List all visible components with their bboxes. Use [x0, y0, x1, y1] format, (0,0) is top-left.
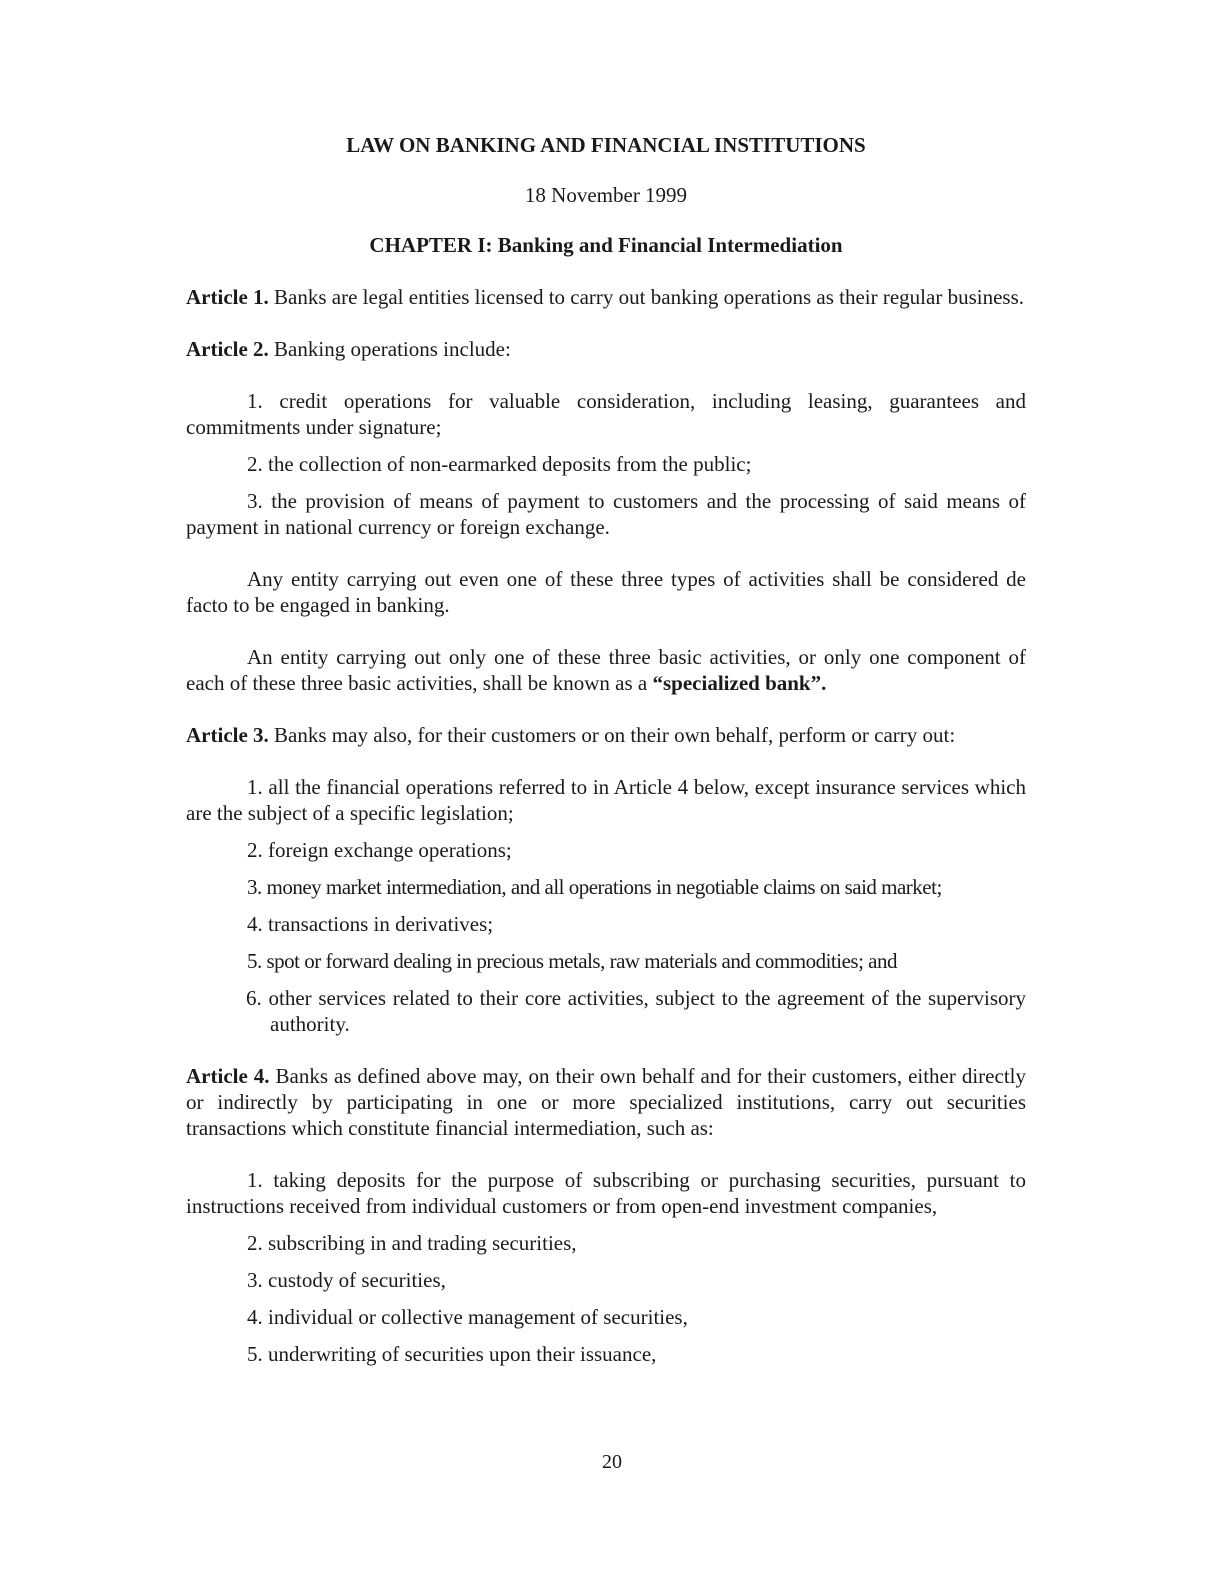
article-3-label: Article 3. — [186, 723, 269, 747]
page-number: 20 — [602, 1451, 622, 1473]
article-2-label: Article 2. — [186, 337, 269, 361]
article-2-item-2: 2. the collection of non-earmarked deposits from the public; — [247, 452, 752, 476]
article-4-item-2: 2. subscribing in and trading securities, — [247, 1231, 577, 1255]
article-2-paragraph-2-text: An entity carrying out only one of these three basic activities, or only one component of each of these three basic activities, shall be known as a — [186, 645, 1026, 695]
article-2-paragraph-1: Any entity carrying out even one of these three types of activities shall be considered de facto to be engaged in banking. — [186, 567, 1026, 617]
article-1 — [186, 284, 1026, 310]
article-3-item-5: 5. spot or forward dealing in precious metals, raw materials and commodities; and — [247, 949, 897, 973]
article-2-item-3: 3. the provision of means of payment to customers and the processing of said means of payment in national currency or foreign exchange. — [186, 489, 1026, 539]
article-3-item-1: 1. all the financial operations referred to in Article 4 below, except insurance services which are the subject of a specific legislation; — [186, 775, 1026, 825]
article-4-label: Article 4. — [186, 1064, 270, 1088]
article-4 — [186, 1063, 1026, 1141]
article-4-item-1: 1. taking deposits for the purpose of subscribing or purchasing securities, pursuant to instructions received from individual customers or from open-end investment companies, — [186, 1168, 1026, 1218]
article-3-item-3: 3. money market intermediation, and all operations in negotiable claims on said market; — [247, 875, 942, 899]
chapter-heading: CHAPTER I: Banking and Financial Intermediation — [369, 233, 843, 257]
article-4-item-5: 5. underwriting of securities upon their issuance, — [247, 1342, 657, 1366]
article-3-text: Banks may also, for their customers or on their own behalf, perform or carry out: — [268, 723, 956, 747]
article-3-item-2: 2. foreign exchange operations; — [247, 838, 512, 862]
article-2-paragraph-2 — [186, 644, 1026, 696]
article-4-item-3: 3. custody of securities, — [247, 1268, 446, 1292]
document-page — [186, 132, 1026, 1378]
article-3-item-4: 4. transactions in derivatives; — [247, 912, 494, 936]
article-2 — [186, 336, 1026, 362]
document-title: LAW ON BANKING AND FINANCIAL INSTITUTIONS — [346, 133, 866, 157]
article-3 — [186, 722, 1026, 748]
article-3-item-6: 6. other services related to their core activities, subject to the agreement of the supervisory authority. — [246, 986, 1026, 1036]
document-date: 18 November 1999 — [524, 183, 688, 207]
article-2-text: Banking operations include: — [268, 337, 511, 361]
specialized-bank-term: “specialized bank”. — [652, 671, 827, 695]
article-1-label: Article 1. — [186, 285, 269, 309]
article-2-item-1: 1. credit operations for valuable consideration, including leasing, guarantees and commitments under signature; — [186, 389, 1026, 439]
article-1-text: Banks are legal entities licensed to carry out banking operations as their regular business. — [268, 285, 1024, 309]
article-4-item-4: 4. individual or collective management of securities, — [247, 1305, 688, 1329]
article-4-text: Banks as defined above may, on their own behalf and for their customers, either directly or indirectly by participating in one or more specialized institutions, carry out securities transactions which constitute financial intermediation, such as: — [186, 1064, 1026, 1140]
